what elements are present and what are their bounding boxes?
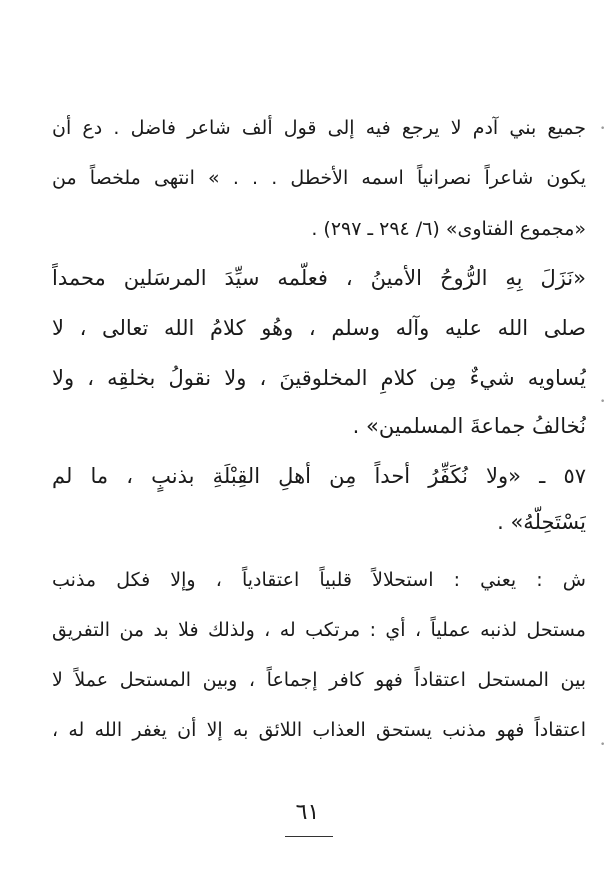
margin-mark: • — [600, 740, 606, 750]
text-line: اعتقاداً فهو مذنب يستحق العذاب اللائق به إلا أن يغفر الله له ، — [52, 719, 586, 741]
matn-line: نُخالفُ جماعةَ المسلمين» . — [352, 414, 586, 438]
text-line: «مجموع الفتاوى» (٦/ ٢٩٤ ـ ٢٩٧) . — [311, 218, 586, 240]
matn-line: يُساويه شيءٌ مِن كلامِ المخلوقينَ ، ولا نقولُ بخلقِه ، ولا — [52, 366, 586, 390]
page-number: ٦١ — [295, 800, 320, 825]
page-number-rule — [285, 836, 333, 837]
margin-mark: • — [600, 397, 606, 407]
text-line: ش : يعني : استحلالاً قلبياً اعتقادياً ، وإلا فكل مذنب — [52, 569, 586, 591]
matn-line: «نَزَلَ بِهِ الرُّوحُ الأمينُ ، فعلَّمه سيِّدَ المرسَلين محمداً — [52, 266, 586, 290]
margin-mark: • — [600, 124, 606, 134]
text-line: بين المستحل اعتقاداً فهو كافر إجماعاً ، وبين المستحل عملاً لا — [52, 669, 586, 691]
text-line: يكون شاعراً نصرانياً اسمه الأخطل . . . » انتهى ملخصاً من — [52, 167, 586, 189]
text-line: جميع بني آدم لا يرجع فيه إلى قول ألف شاعر فاضل . دع أن — [52, 117, 586, 139]
text-line: مستحل لذنبه عملياً ، أي : مرتكب له ، ولذلك فلا بد من التفريق — [52, 619, 586, 641]
matn-line: صلى الله عليه وآله وسلم ، وهُو كلامُ الله تعالى ، لا — [52, 316, 586, 340]
matn-line: يَسْتَحِلَّهُ» . — [497, 510, 586, 534]
matn-line: ٥٧ ـ «ولا نُكَفِّرُ أحداً مِن أهلِ القِبْلَةِ بذنبٍ ، ما لم — [52, 464, 586, 488]
